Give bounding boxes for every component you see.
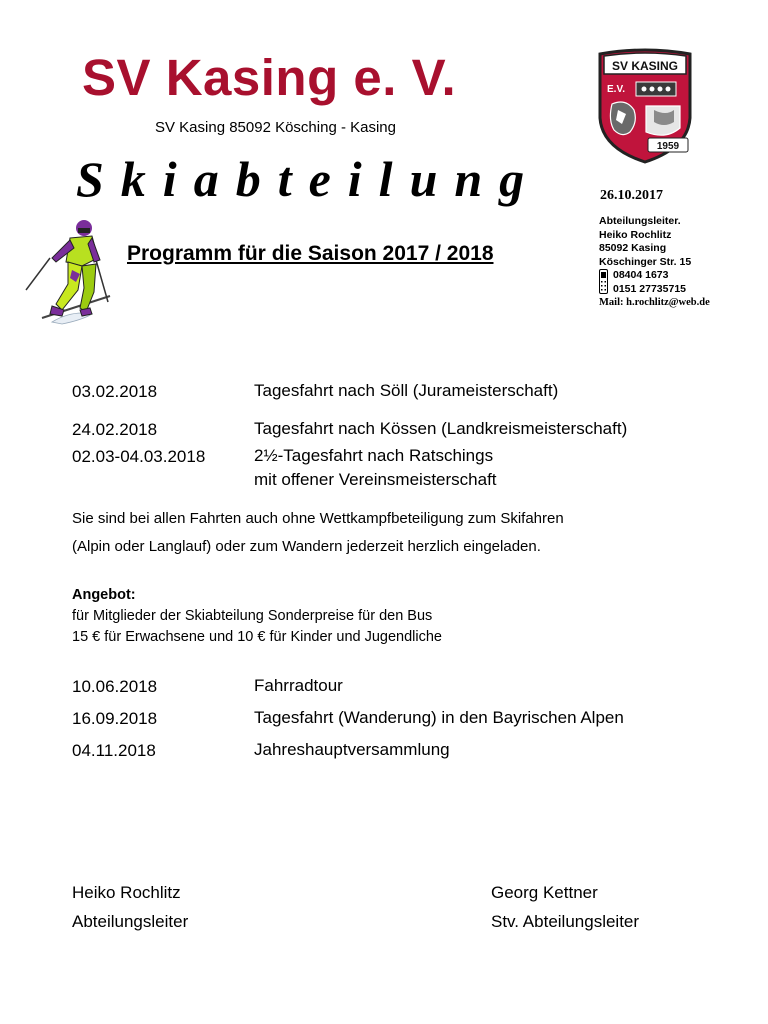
invitation-line-1: Sie sind bei allen Fahrten auch ohne Wettkampfbeteiligung zum Skifahren [72,510,564,527]
logo-ev-text: E.V. [607,84,625,95]
program-title: Programm für die Saison 2017 / 2018 [127,242,494,265]
event-date: 02.03-04.03.2018 [72,447,206,466]
contact-block [599,215,710,310]
contact-street: Köschinger Str. 15 [599,255,692,268]
signature-role: Abteilungsleiter [72,912,189,931]
invitation-line-2: (Alpin oder Langlauf) oder zum Wandern jederzeit herzlich eingeladen. [72,538,541,555]
event-description: 2½-Tagesfahrt nach Ratschings [254,446,494,465]
event-date: 24.02.2018 [72,420,158,439]
offer-heading: Angebot: [72,587,136,603]
mobile-phone-icon [599,269,608,294]
offer-line-1: für Mitglieder der Skiabteilung Sonderpreise für den Bus [72,608,433,624]
club-address: SV Kasing 85092 Kösching - Kasing [155,119,396,136]
signature-left [72,878,188,936]
event-date: 10.06.2018 [72,677,158,696]
signature-role: Stv. Abteilungsleiter [491,912,640,931]
signature-name: Heiko Rochlitz [72,883,181,902]
contact-phone-2: 0151 27735715 [613,282,686,295]
signature-name: Georg Kettner [491,883,598,902]
event-description: Tagesfahrt nach Söll (Jurameisterschaft) [254,381,559,400]
contact-phone-1: 08404 1673 [613,269,669,281]
department-title: Skiabteilung [76,151,542,207]
document-date: 26.10.2017 [600,188,663,203]
logo-top-text: SV KASING [611,59,679,73]
event-description-continued: mit offener Vereinsmeisterschaft [254,470,497,489]
skier-illustration [22,218,114,330]
contact-mail: Mail: h.rochlitz@web.de [599,297,710,308]
logo-year: 1959 [656,141,680,152]
signature-right [491,878,639,936]
event-description: Jahreshauptversammlung [254,740,450,759]
offer-block [72,585,442,648]
offer-line-2: 15 € für Erwachsene und 10 € für Kinder und Jugendliche [72,629,442,645]
contact-city: 85092 Kasing [599,242,667,254]
phone-row [599,269,710,296]
event-description: Tagesfahrt (Wanderung) in den Bayrischen Alpen [254,708,624,727]
event-date: 16.09.2018 [72,709,158,728]
event-description: Tagesfahrt nach Kössen (Landkreismeisterschaft) [254,419,628,438]
event-date: 04.11.2018 [72,741,156,760]
club-crest-logo [596,48,694,164]
contact-name: Heiko Rochlitz [599,228,672,241]
event-date: 03.02.2018 [72,382,158,401]
club-name: SV Kasing e. V. [82,49,457,106]
contact-role: Abteilungsleiter. [599,215,681,227]
event-description: Fahrradtour [254,676,343,695]
